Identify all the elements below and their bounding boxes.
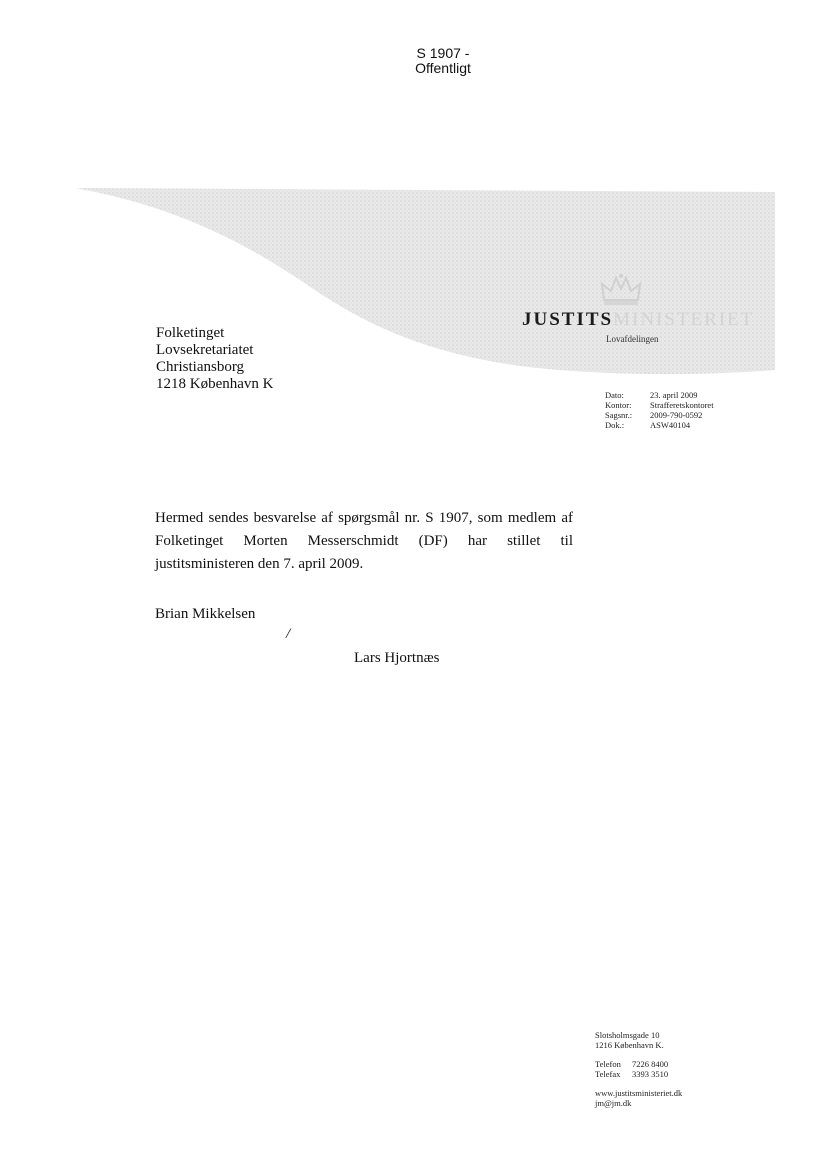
footer-contact bbox=[595, 1030, 682, 1108]
meta-label: Kontor: bbox=[605, 400, 632, 410]
document-metadata bbox=[605, 390, 714, 430]
letterhead-swoosh bbox=[0, 180, 826, 380]
signature-separator: / bbox=[286, 626, 291, 642]
footer-label: Telefax bbox=[595, 1069, 621, 1079]
meta-row-date bbox=[605, 390, 714, 400]
meta-label: Dok.: bbox=[605, 420, 625, 430]
meta-value: 23. april 2009 bbox=[650, 390, 698, 400]
footer-website[interactable]: www.justitsministeriet.dk bbox=[595, 1088, 683, 1098]
meta-row-doc bbox=[605, 420, 714, 430]
footer-fax bbox=[595, 1069, 668, 1079]
logo-word-light: MINISTERIET bbox=[613, 309, 755, 330]
footer-value: 3393 3510 bbox=[632, 1069, 669, 1079]
footer-label: Telefon bbox=[595, 1059, 621, 1069]
meta-row-office bbox=[605, 400, 714, 410]
ministry-logo-wordmark bbox=[522, 309, 754, 331]
footer-email[interactable]: jm@jm.dk bbox=[595, 1098, 632, 1108]
meta-value: ASW40104 bbox=[650, 420, 691, 430]
letter-body: Hermed sendes besvarelse af spørgsmål nr. S 1907, som medlem af Folketinget Morten Messerschmidt (DF) har stillet til justitsministeren den 7. april 2009. bbox=[155, 510, 573, 572]
reference-number: S 1907 - bbox=[416, 45, 470, 61]
meta-label: Sagsnr.: bbox=[605, 410, 633, 420]
meta-row-case bbox=[605, 410, 714, 420]
recipient-line: 1218 København K bbox=[156, 376, 274, 392]
meta-label: Dato: bbox=[605, 390, 624, 400]
footer-city: 1216 København K. bbox=[595, 1040, 664, 1050]
footer-value: 7226 8400 bbox=[632, 1059, 669, 1069]
recipient-line: Folketinget bbox=[156, 325, 225, 341]
recipient-line: Christiansborg bbox=[156, 359, 245, 375]
logo-department: Lovafdelingen bbox=[606, 334, 659, 344]
signature-minister: Brian Mikkelsen bbox=[155, 606, 256, 622]
crown-icon bbox=[598, 272, 644, 308]
meta-value: 2009-790-0592 bbox=[650, 410, 703, 420]
classification-label: Offentligt bbox=[415, 60, 471, 76]
recipient-line: Lovsekretariatet bbox=[156, 342, 254, 358]
footer-street: Slotsholmsgade 10 bbox=[595, 1030, 660, 1040]
signature-official: Lars Hjortnæs bbox=[354, 650, 440, 666]
footer-phone bbox=[595, 1059, 668, 1069]
logo-word-dark: JUSTITS bbox=[522, 309, 614, 330]
recipient-address bbox=[156, 325, 273, 393]
meta-value: Strafferetskontoret bbox=[650, 400, 714, 410]
document-reference bbox=[0, 46, 826, 76]
